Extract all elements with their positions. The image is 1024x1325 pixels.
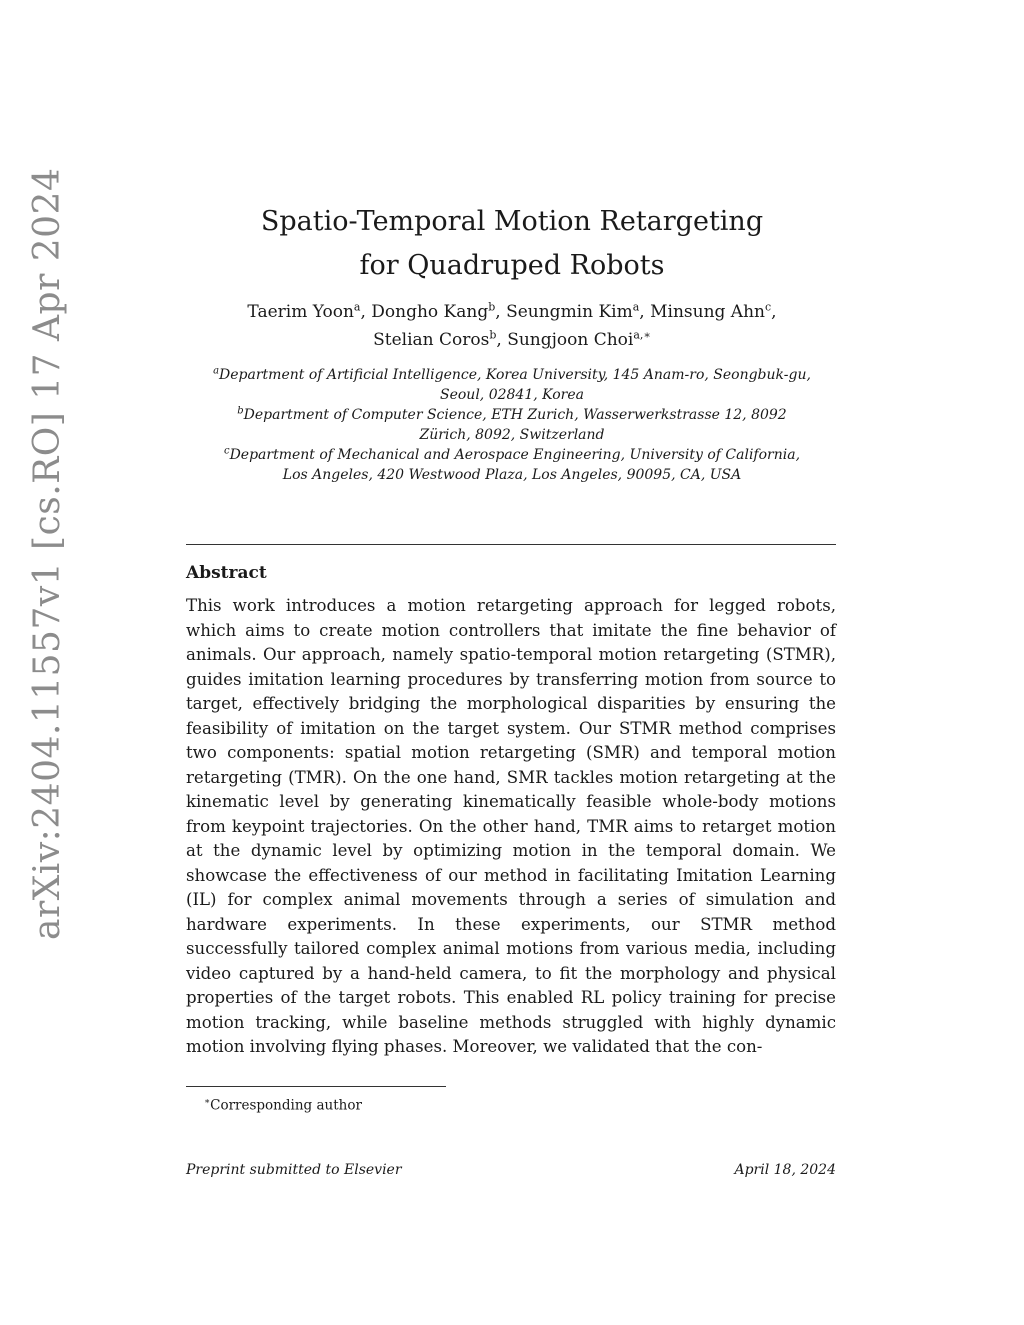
title-line-2: for Quadruped Robots — [359, 250, 665, 281]
affil-text: Department of Mechanical and Aerospace Engineering, University of California, — [229, 447, 801, 463]
affiliation-a — [160, 365, 864, 405]
affil-text: Department of Artificial Intelligence, Korea University, 145 Anam-ro, Seongbuk-gu, — [219, 367, 811, 383]
author-list — [160, 298, 864, 354]
affil-text: Los Angeles, 420 Westwood Plaza, Los Angeles, 90095, CA, USA — [282, 467, 742, 483]
abstract-body: This work introduces a motion retargeting approach for legged robots, which aims to create motion controllers that imitate the fine behavior of animals. Our approach, namely spatio-temporal motion retargeting (STMR), guides imitation learning procedures by transferring motion from source to target, effectively bridging the morphological disparities by ensuring the feasibility of imitation on the target system. Our STMR method comprises two components: spatial motion retargeting (SMR) and temporal motion retargeting (TMR). On the one hand, SMR tackles motion retargeting at the kinematic level by generating kinematically feasible whole-body motions from keypoint trajectories. On the other hand, TMR aims to retarget motion at the dynamic level by optimizing motion in the temporal domain. We showcase the effectiveness of our method in facilitating Imitation Learning (IL) for complex animal movements through a series of simulation and hardware experiments. In these experiments, our STMR method successfully tailored complex animal motions from various media, including video captured by a hand-held camera, to fit the morphology and physical properties of the target robots. This enabled RL policy training for precise motion tracking, while baseline methods struggled with highly dynamic motion involving flying phases. Moreover, we validated that the con- — [186, 596, 836, 1056]
author-separator: , — [771, 302, 777, 322]
affiliation-c — [160, 445, 864, 485]
preprint-note: Preprint submitted to Elsevier — [186, 1162, 402, 1178]
abstract-top-rule — [186, 544, 836, 545]
author-separator: , — [496, 330, 508, 350]
title-line-1: Spatio-Temporal Motion Retargeting — [260, 206, 764, 237]
affil-text: Zürich, 8092, Switzerland — [419, 427, 605, 443]
affil-text: Seoul, 02841, Korea — [440, 387, 584, 403]
arxiv-stamp: arXiv:2404.11557v1 [cs.RO] 17 Apr 2024 — [27, 167, 68, 940]
preprint-date: April 18, 2024 — [734, 1162, 836, 1178]
author-name: Minsung Ahn — [650, 302, 765, 322]
author-affil-mark: a — [353, 300, 361, 314]
author-affil-mark: a,∗ — [633, 328, 651, 342]
author-line-2 — [160, 326, 864, 354]
footnote — [204, 1093, 362, 1115]
author-separator: , — [495, 302, 507, 322]
affil-mark: b — [237, 405, 244, 417]
paper-title — [160, 200, 864, 288]
author-affil-mark: a — [632, 300, 640, 314]
author-line-1 — [160, 298, 864, 326]
affil-mark: c — [223, 445, 230, 457]
author-name: Stelian Coros — [373, 330, 490, 350]
affiliations — [160, 365, 864, 485]
author-separator: , — [639, 302, 651, 322]
affiliation-b — [160, 405, 864, 445]
author-name: Taerim Yoon — [247, 302, 354, 322]
author-name: Sungjoon Choi — [507, 330, 634, 350]
footnote-rule — [186, 1086, 446, 1087]
footnote-text: Corresponding author — [210, 1097, 362, 1114]
author-affil-mark: c — [764, 300, 772, 314]
author-affil-mark: b — [489, 328, 497, 342]
author-name: Dongho Kang — [371, 302, 489, 322]
author-separator: , — [360, 302, 372, 322]
author-affil-mark: b — [488, 300, 496, 314]
affil-mark: a — [213, 365, 220, 377]
footnote-mark: ∗ — [204, 1097, 211, 1107]
author-name: Seungmin Kim — [506, 302, 633, 322]
abstract-heading: Abstract — [186, 563, 267, 583]
affil-text: Department of Computer Science, ETH Zurich, Wasserwerkstrasse 12, 8092 — [243, 407, 787, 423]
